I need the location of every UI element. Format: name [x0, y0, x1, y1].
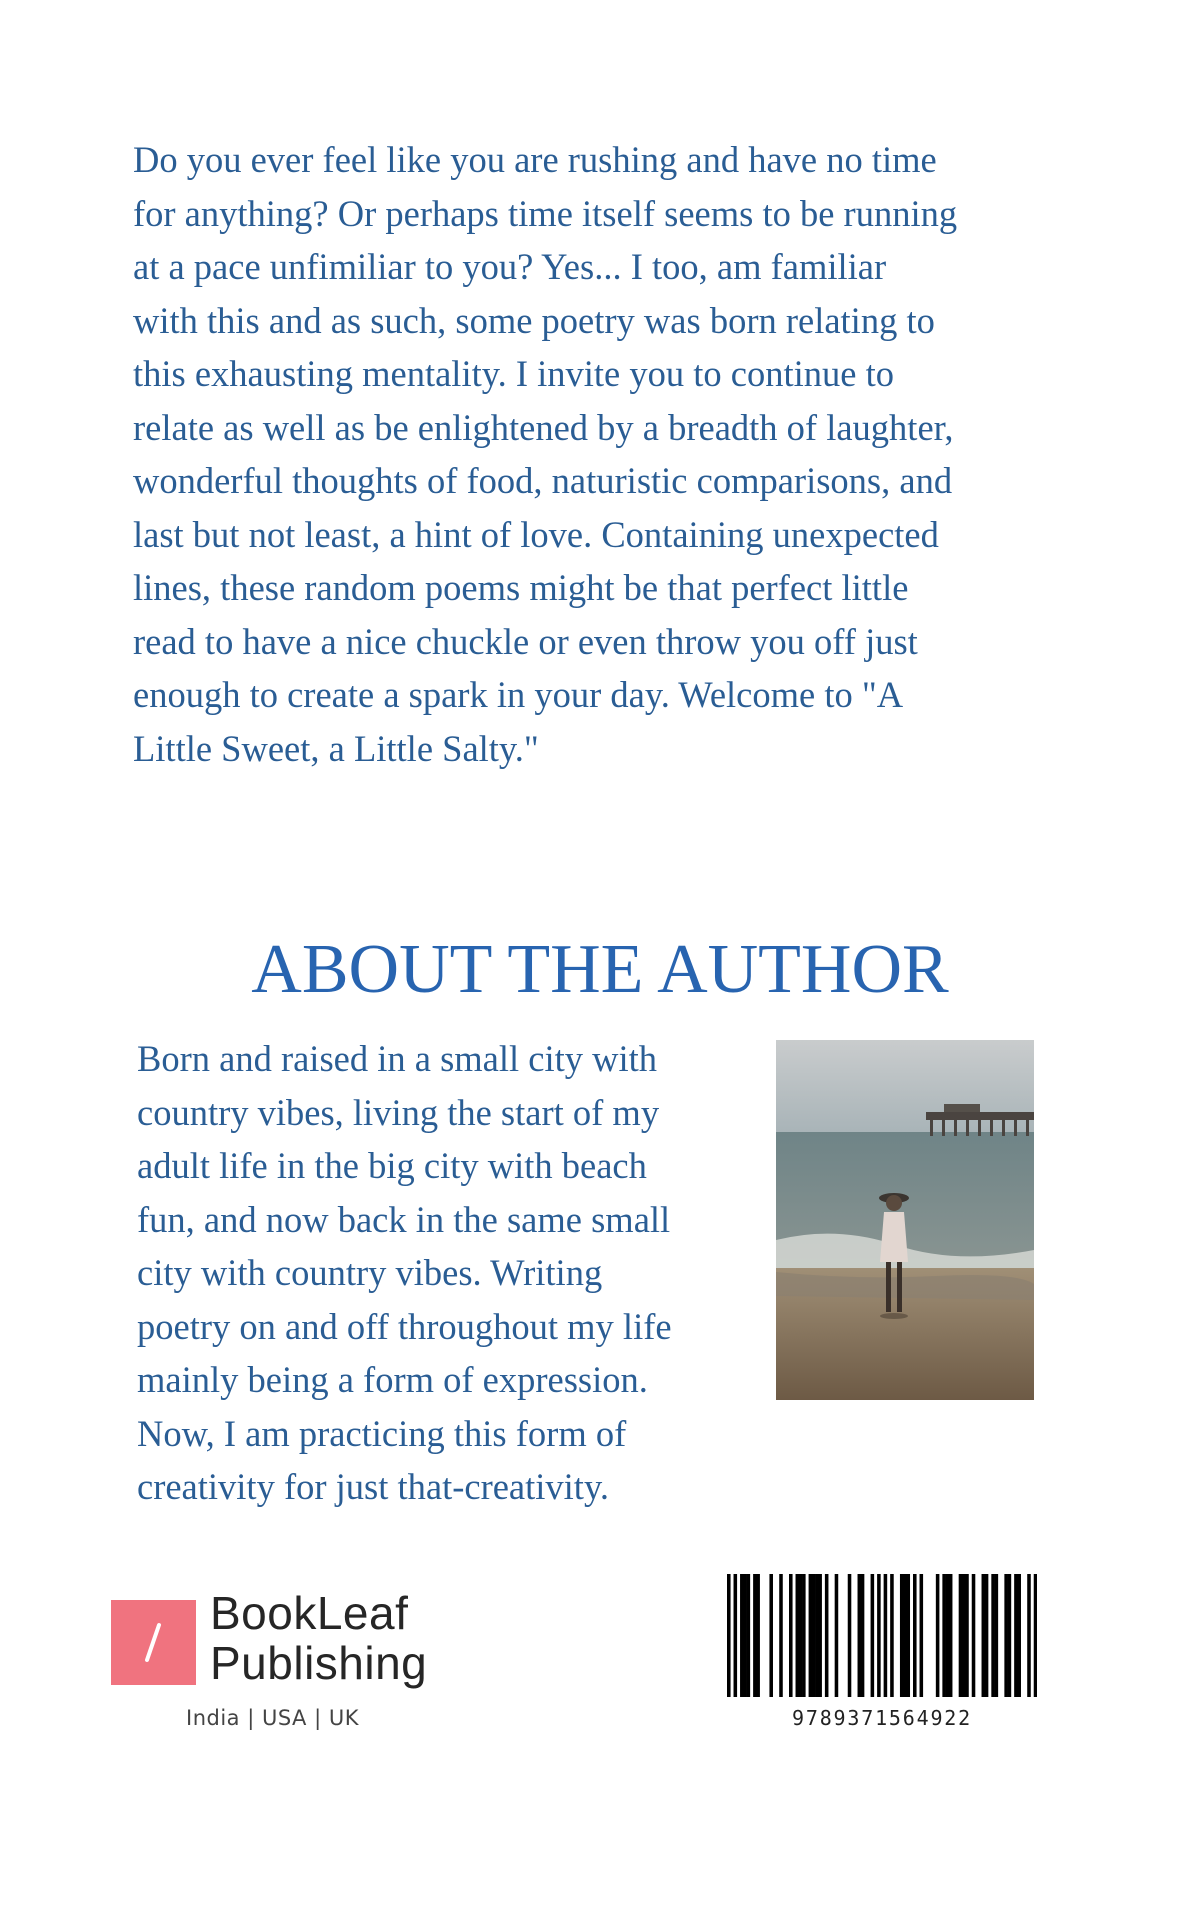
barcode-bar — [753, 1574, 757, 1697]
barcode-bar — [1008, 1574, 1012, 1697]
bio-line: Now, I am practicing this form of — [137, 1412, 627, 1454]
slash-icon — [111, 1600, 196, 1685]
barcode-bar — [1014, 1574, 1018, 1697]
publisher-name — [210, 1588, 427, 1688]
barcode-bar — [858, 1574, 862, 1697]
publisher-name-line1: BookLeaf — [210, 1587, 409, 1639]
blurb-line: wonderful thoughts of food, naturistic comparisons, and — [133, 460, 953, 501]
bio-line: mainly being a form of expression. — [137, 1359, 648, 1400]
blurb-line: relate as well as be enlightened by a breadth of laughter, — [133, 406, 954, 448]
barcode-bar — [946, 1574, 950, 1697]
bio-line: poetry on and off throughout my life — [137, 1305, 672, 1347]
barcode-bar — [812, 1574, 816, 1697]
barcode-bar — [884, 1574, 888, 1697]
barcode-bar — [769, 1574, 773, 1697]
blurb-line: enough to create a spark in your day. Welcome to "A — [133, 674, 904, 715]
blurb-line: Do you ever feel like you are rushing and have no time — [133, 139, 937, 180]
blurb-line: lines, these random poems might be that perfect little — [133, 567, 909, 608]
isbn-barcode — [727, 1574, 1037, 1697]
barcode-bar — [818, 1574, 822, 1697]
bio-line: creativity for just that-creativity. — [137, 1466, 609, 1507]
bio-line: city with country vibes. Writing — [137, 1252, 603, 1293]
bio-line: adult life in the big city with beach — [137, 1145, 647, 1186]
isbn-number: 9789371564922 — [792, 1706, 972, 1730]
publisher-regions: India | USA | UK — [186, 1706, 359, 1730]
barcode-bar — [789, 1574, 793, 1697]
barcode-bar — [825, 1574, 829, 1697]
barcode-bar — [815, 1574, 819, 1697]
publisher-name-line2: Publishing — [210, 1637, 428, 1689]
barcode-bar — [743, 1574, 747, 1697]
barcode-bar — [920, 1574, 924, 1697]
blurb-line: with this and as such, some poetry was born relating to — [133, 299, 935, 341]
bio-line: Born and raised in a small city with — [137, 1038, 658, 1079]
barcode-bar — [1034, 1574, 1037, 1697]
barcode-bar — [949, 1574, 953, 1697]
barcode-bar — [871, 1574, 875, 1697]
barcode-bar — [779, 1574, 783, 1697]
blurb-line: read to have a nice chuckle or even throw you off just — [133, 620, 918, 662]
barcode-bar — [1027, 1574, 1031, 1697]
barcode-bar — [809, 1574, 813, 1697]
barcode-bar — [1017, 1574, 1021, 1697]
blurb-line: last but not least, a hint of love. Containing unexpected — [133, 513, 939, 555]
barcode-bar — [913, 1574, 917, 1697]
barcode-bar — [936, 1574, 940, 1697]
barcode-bar — [799, 1574, 803, 1697]
bio-line: country vibes, living the start of my — [137, 1091, 660, 1133]
barcode-bar — [972, 1574, 976, 1697]
barcode-bar — [962, 1574, 966, 1697]
barcode-bar — [734, 1574, 738, 1697]
author-bio — [137, 1032, 762, 1514]
barcode-bar — [1004, 1574, 1008, 1697]
barcode-bar — [982, 1574, 986, 1697]
blurb-line: at a pace unfimiliar to you? Yes... I too, am familiar — [133, 246, 887, 287]
blurb-line: this exhausting mentality. I invite you to continue to — [133, 353, 894, 394]
barcode-bar — [991, 1574, 995, 1697]
blurb-line: for anything? Or perhaps time itself seems to be running — [133, 192, 958, 234]
barcode-bar — [965, 1574, 969, 1697]
barcode-bar — [796, 1574, 800, 1697]
barcode-bar — [900, 1574, 904, 1697]
publisher-logo-mark — [111, 1600, 196, 1685]
barcode-bar — [835, 1574, 839, 1697]
barcode-bar — [861, 1574, 865, 1697]
barcode-bar — [890, 1574, 894, 1697]
barcode-bar — [740, 1574, 744, 1697]
barcode-bar — [877, 1574, 881, 1697]
about-heading: ABOUT THE AUTHOR — [251, 931, 949, 1008]
blurb-text — [133, 133, 1073, 775]
barcode-bar — [802, 1574, 806, 1697]
barcode-bar — [995, 1574, 999, 1697]
barcode-bar — [727, 1574, 731, 1697]
blurb-line: Little Sweet, a Little Salty." — [133, 727, 539, 769]
barcode-bar — [906, 1574, 910, 1697]
barcode-bar — [903, 1574, 907, 1697]
author-photo — [776, 1040, 1034, 1400]
barcode-bar — [747, 1574, 751, 1697]
barcode-bar — [985, 1574, 989, 1697]
barcode-bar — [959, 1574, 963, 1697]
barcode-bar — [756, 1574, 760, 1697]
bio-line: fun, and now back in the same small — [137, 1198, 671, 1240]
barcode-bar — [848, 1574, 852, 1697]
barcode-bar — [942, 1574, 946, 1697]
